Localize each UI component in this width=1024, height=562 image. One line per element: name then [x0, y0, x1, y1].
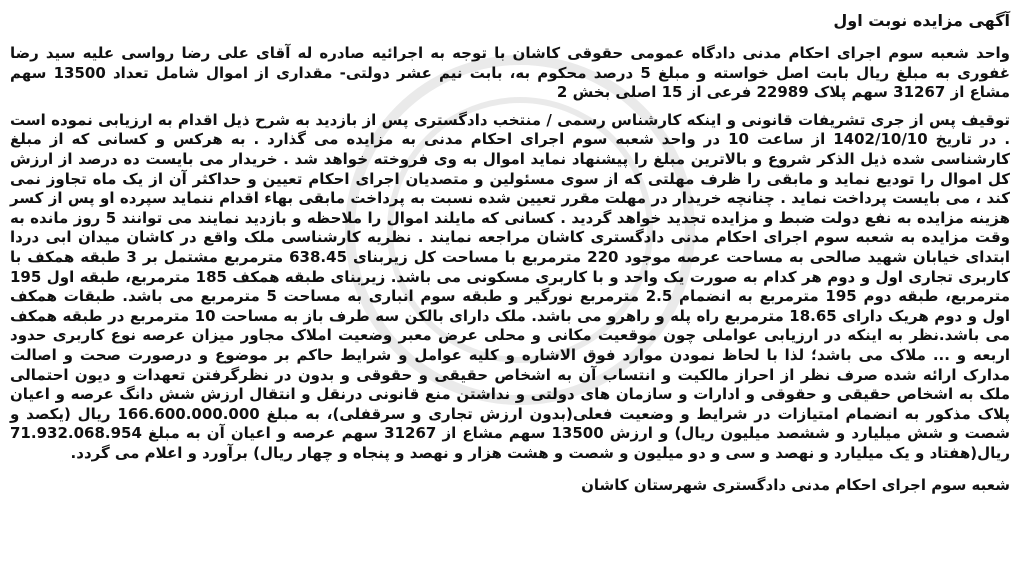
notice-paragraph-body: توقیف پس از جری تشریفات قانونی و اینکه کارشناس رسمی / منتخب دادگستری پس از بازدید به شرح ذیل اقدام به ارزیابی نموده است . در تاریخ 1402/10/10 از ساعت 10 در واحد شعبه سوم اجرای احکام مدنی به مزایده می گذارد . به هرکس و کسانی که از مبلغ کارشناسی شده ذیل الذکر شروع و بالاترین مبلغ را پیشنهاد نماید اموال به وی فروخته خواهد شد . خریدار می بایست ده درصد از ارزش کل اموال را تودیع نماید و مابقی را ظرف مهلتی که از سوی مسئولین و متصدیان اجرای احکام تعیین و حداکثر آن از یک ماه تجاوز نمی کند ، می بایست پرداخت نماید . چنانچه خریدار در مهلت مقرر تعیین شده نسبت به پرداخت مابقی بهاء اقدام ننماید سپرده او پس از کسر هزینه مزایده به نفع دولت ضبط و مزایده تجدید خواهد گردید . کسانی که مایلند اموال را ملاحظه و بازدید نمایند می توانند 5 روز مانده به وقت مزایده به شعبه سوم اجرای احکام مدنی دادگستری کاشان مراجعه نمایند . نظریه کارشناسی ملک واقع در کاشان میدان ابی دردا ابتدای خیابان شهید صالحی به مساحت عرصه موجود 220 مترمربع با مساحت کل زیربنای 638.45 مترمربع مشتمل بر 3 طبقه همکف با کاربری تجاری اول و دوم هر کدام به صورت یک واحد و با کاربری مسکونی می باشد. زیربنای طبقه همکف 185 مترمربع، طبقه اول 195 مترمربع، طبقه دوم 195 مترمربع به انضمام 2.5 مترمربع نورگیر و طبقه سوم انباری به مساحت 5 مترمربع می باشد. طبقات همکف اول و دوم هریک دارای 18.65 مترمربع راه پله و راهرو می باشد. ملک دارای بالکن سه طرف باز به مساحت 10 مترمربع در طبقه همکف می باشد.نظر به اینکه در ارزیابی عواملی چون موقعیت مکانی و محلی عرض معبر وضعیت املاک مجاور میزان عرصه نوع کاربری حدود اربعه و ... ملاک می باشد؛ لذا با لحاظ نمودن موارد فوق الاشاره و کلیه عوامل و شرایط حاکم بر موضوع و درصورت صحت و اصالت مدارک ارائه شده صرف نظر از احراز مالکیت و انتساب آن به اشخاص حقیقی و حقوقی و بدون در نظرگرفتن تعهدات و دیون احتمالی ملک به اشخاص حقیقی و حقوقی و ادارات و سازمان های دولتی و نداشتن منع قانونی درنقل و انتقال ارزش شش دانگ عرصه و اعیان پلاک مذکور به انضمام امتیازات در شرایط و وضعیت فعلی(بدون ارزش تجاری و سرقفلی)، به مبلغ 166.600.000.000 ریال (یکصد و شصت و شش میلیارد و ششصد میلیون ریال) و ارزش 13500 سهم مشاع از 31267 سهم عرصه و اعیان آن به مبلغ 71.932.068.954 ریال(هفتاد و یک میلیارد و نهصد و سی و دو میلیون و شصت و هشت هزار و نهصد و پنجاه و چهار ریال) برآورد و اعلام می گردد.	[10, 110, 1011, 462]
notice-signature: شعبه سوم اجرای احکام مدنی دادگستری شهرستان کاشان	[581, 476, 1010, 495]
notice-paragraph-intro: واحد شعبه سوم اجرای احکام مدنی دادگاه عمومی حقوقی کاشان با توجه به اجرائیه صادره له آقای علی رضا رواسی علیه سید رضا غفوری به مبلغ ریال بابت اصل خواسته و مبلغ 5 درصد محکوم به، بابت نیم عشر دولتی- مقداری از اموال شامل تعداد 13500 سهم مشاع از 31267 سهم پلاک 22989 فرعی از 15 اصلی بخش 2	[10, 44, 1011, 102]
notice-title: آگهی مزایده نوبت اول	[833, 11, 1010, 30]
